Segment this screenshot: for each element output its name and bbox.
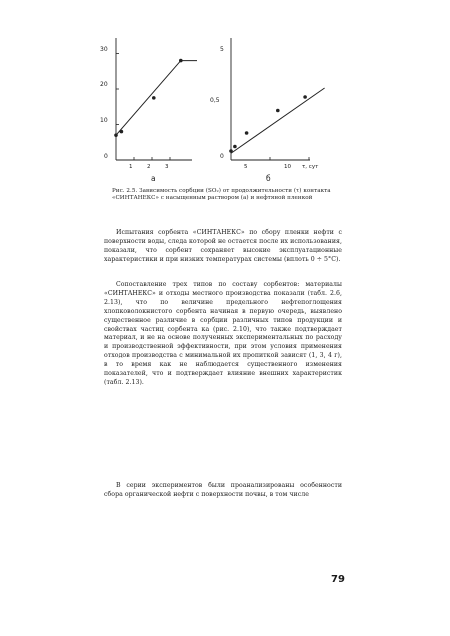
page-number: 79 — [331, 574, 345, 585]
series-line — [231, 88, 325, 153]
figure-2-5 — [0, 0, 450, 200]
data-point — [179, 59, 183, 63]
data-point — [152, 96, 156, 100]
data-point — [229, 149, 233, 153]
x-tick-label: 2 — [147, 164, 151, 170]
y-tick-label: 10 — [100, 117, 108, 124]
y-tick-label: 5 — [220, 46, 224, 53]
figure-left-panel — [100, 38, 197, 183]
figure-right-panel — [210, 38, 325, 183]
y-tick-label: 0,5 — [210, 97, 220, 104]
data-point — [233, 145, 237, 149]
series-line — [116, 61, 197, 136]
x-tick-label: 5 — [244, 164, 248, 170]
data-point — [245, 131, 249, 135]
y-tick-label: 20 — [100, 81, 108, 88]
panel-label: а — [151, 174, 156, 183]
x-tick-label: 1 — [129, 164, 133, 170]
paragraph-3: В серии экспериментов были проанализированы особенности сбора органической нефти с поверхности почвы, в том числе — [104, 482, 342, 498]
data-point — [303, 95, 307, 99]
panel-label: б — [266, 174, 271, 183]
x-tick-label: 10 — [284, 164, 291, 170]
paragraph-2: Сопоставление трех типов по составу сорбентов: материалы «СИНТАНЕКС» и отходы местного производства показали (табл. 2.6, 2.13), что по величине предельного нефтепоглощения хлопковолокнистого сорбента начиная в первую очередь, выявлено существенное различие в сорбции различных типов продукции и свойствах частиц сорбента ка (рис. 2.10), что также подтверждает материал, и не на основе полученных экспериментальных по расходу и производственной эффективности, при этом условия применения отходов производства с минимальной их пропиткой зависят (1, 3, 4 г), в то время как не наблюдается существенного изменения показателей, что и подтверждает влияние внешних характеристик (табл. 2.13). — [104, 281, 342, 386]
x-axis-unit: τ, сут — [302, 164, 319, 170]
y-tick-label: 0 — [220, 153, 224, 160]
data-point — [120, 130, 124, 134]
y-tick-label: 0 — [104, 153, 108, 160]
x-tick-label: 3 — [165, 164, 169, 170]
data-point — [114, 133, 118, 137]
y-tick-label: 30 — [100, 46, 108, 53]
figure-caption: Рис. 2.5. Зависимость сорбции (SO₂) от продолжительности (τ) контакта «СИНТАНЕКС» с насыщенным раствором (а) и нефтяной пленкой — [112, 188, 331, 202]
paragraph-1: Испытания сорбента «СИНТАНЕКС» по сбору пленки нефти с поверхности воды, следа которой не остается после их использования, показали, что сорбент сохраняет высокие эксплуатационные характеристики и при низких температурах системы (вплоть 0 ÷ 5°C). — [104, 229, 342, 263]
data-point — [276, 109, 280, 113]
